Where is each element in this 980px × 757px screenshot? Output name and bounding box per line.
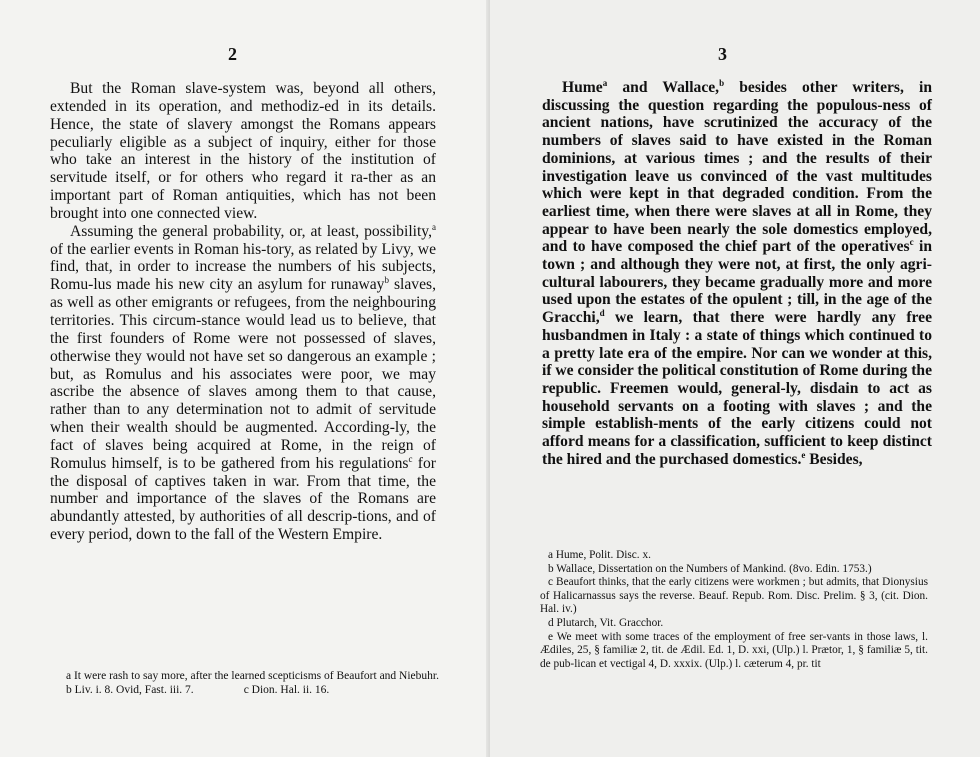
footnote-marker: d <box>599 307 605 318</box>
right-page <box>490 0 980 757</box>
left-body-text <box>50 80 436 544</box>
text-run: for the disposal of captives taken in war. From that time, the number and importance of the slaves of the Romans are abundantly attested, by authorities of all descrip-tions, and of every period, down to the fall of the Western Empire. <box>50 454 436 544</box>
paragraph <box>50 80 436 223</box>
footnote: c Dion. Hal. ii. 16. <box>243 683 330 696</box>
footnote-row <box>52 684 442 698</box>
footnote: b Liv. i. 8. Ovid, Fast. iii. 7. <box>66 683 194 696</box>
footnote-marker: c <box>408 453 413 464</box>
text-run: we learn, that there were hardly any free husbandmen in Italy : a state of things which continued to a pretty late era of the empire. Nor can we wonder at this, if we consider the political constitution of Rome during the republic. Freemen would, general-ly, disdain to act as household servants on a footing with slaves ; and the simple establish-ments of the early citizens could not afford means for a classification, sufficient to keep distinct the hired and the purchased domestics. <box>542 309 932 468</box>
page-number: 3 <box>718 44 727 64</box>
footnote-marker: a <box>432 221 436 232</box>
footnote-marker: b <box>384 275 389 286</box>
footnote: a It were rash to say more, after the learned scepticisms of Beaufort and Niebuhr. <box>66 670 439 682</box>
text-run: Besides, <box>805 450 863 468</box>
page-number: 2 <box>228 44 237 64</box>
footnote: c Beaufort thinks, that the early citizens were workmen ; but admits, that Dionysius of Halicarnassus says the reverse. Beauf. Repub. Rom. Disc. Prelim. § 3, (cit. Dion. Hal. iv.) <box>540 576 928 616</box>
paragraph <box>542 79 932 468</box>
right-footnotes <box>540 549 928 671</box>
text-run: and Wallace, <box>607 79 720 96</box>
footnote: b Wallace, Dissertation on the Numbers of Mankind. (8vo. Edin. 1753.) <box>548 562 872 575</box>
right-body-text <box>542 79 932 468</box>
text-run: of the earlier events in Roman his-tory, as related by Livy, we find, that, in order to increase the numbers of his subjects, Romu-lus made his new city an asylum for runaway <box>50 240 436 294</box>
footnote: d Plutarch, Vit. Gracchor. <box>548 616 664 629</box>
text-run: Assuming the general probability, or, at least, possibility, <box>70 222 432 240</box>
paragraph <box>50 223 436 544</box>
footnote-marker: b <box>719 77 725 88</box>
footnote: e We meet with some traces of the employment of free ser-vants in those laws, l. Ædiles, 25, § familiæ 2, tit. de Ædil. Ed. 1, D. xxi, (Ulp.) l. Prætor, 1, § familiæ 5, tit. de pub-lican et vectigal 4, D. xxxix. (Ulp.) l. cæterum 4, pr. tit <box>540 630 928 670</box>
footnote-marker: a <box>602 77 608 88</box>
footnote-marker: e <box>801 449 806 460</box>
text-run: slaves, as well as other emigrants or refugees, from the neighbouring territories. This circum-stance would lead us to believe, that the first founders of Rome were not possessed of slaves, otherwise they would not have set so dangerous an example ; but, as Romulus and his associates were poor, we may ascribe the absence of slaves among them to that cause, rather than to any determination not to admit of servitude when their wealth should be augmented. According-ly, the fact of slaves being acquired at Rome, in the reign of Romulus himself, is to be gathered from his regulations <box>50 276 436 472</box>
text-run: Hume <box>562 79 603 96</box>
text-run: in town ; and although they were not, at first, the only agri-cultural labourers, they became gradually more and more used upon the estates of the opulent ; till, in the age of the Gracchi, <box>542 238 933 327</box>
footnote: a Hume, Polit. Disc. x. <box>548 549 651 561</box>
left-footnotes <box>52 670 442 697</box>
footnote-marker: c <box>909 237 914 248</box>
text-run: But the Roman slave-system was, beyond all others, extended in its operation, and methodiz-ed in its details. Hence, the state of slavery amongst the Romans appears peculiarly eligible as a subject of inquiry, either for those who take an interest in the history of the institution of servitude itself, or for others who regard it ra-ther as an important part of Roman antiquities, which has not been brought into one connected view. <box>50 80 436 222</box>
text-run: besides other writers, in discussing the question regarding the populous-ness of ancient nations, have scrutinized the accuracy of the numbers of slaves said to have existed in the Roman dominions, at various times ; and the results of their investigation leave us convinced of the vast multitudes which were kept in that degraded condition. From the earliest time, when there were slaves at all in Rome, they appear to have been nearly the sole domestics employed, and to have composed the chief part of the operatives <box>542 79 933 256</box>
